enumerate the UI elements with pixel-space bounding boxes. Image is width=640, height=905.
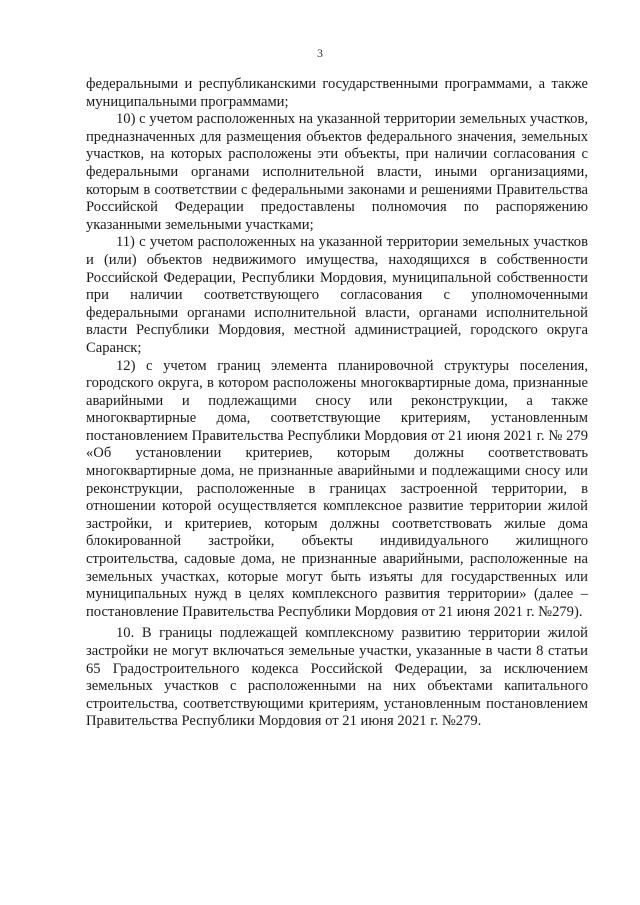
paragraph-continuation: федеральными и республиканскими государственными программами, а также муниципальными программами; — [86, 76, 588, 110]
document-body — [86, 76, 588, 731]
paragraph-item-10: 10) с учетом расположенных на указанной территории земельных участков, предназначенных для размещения объектов федерального значения, земельных участков, на которых расположены эти объекты, при наличии согласования с федеральными органами исполнительной власти, иными организациями, которым в соответствии с федеральными законами и решениями Правительства Российской Федерации предоставлены полномочия по распоряжению указанными земельными участками; — [86, 111, 588, 233]
page-number: 3 — [317, 46, 323, 60]
paragraph-item-11: 11) с учетом расположенных на указанной территории земельных участков и (или) объектов недвижимого имущества, находящихся в собственности Российской Федерации, Республики Мордовия, муниципальной собственности при наличии соответствующего согласования с уполномоченными федеральными органами исполнительной власти, органами исполнительной власти Республики Мордовия, местной администрацией, городского округа Саранск; — [86, 234, 588, 356]
paragraph-clause-10: 10. В границы подлежащей комплексному развитию территории жилой застройки не могут включаться земельные участки, указанные в части 8 статьи 65 Градостроительного кодекса Российской Федерации, за исключением земельных участков с расположенными на них объектами капитального строительства, соответствующими критериям, установленным постановлением Правительства Республики Мордовия от 21 июня 2021 г. №279. — [86, 625, 588, 730]
paragraph-item-12: 12) с учетом границ элемента планировочной структуры поселения, городского округа, в котором расположены многоквартирные дома, признанные аварийными и подлежащими сносу или реконструкции, а также многоквартирные дома, соответствующие критериям, установленным постановлением Правительства Республики Мордовия от 21 июня 2021 г. № 279 «Об установлении критериев, которым должны соответствовать многоквартирные дома, не признанные аварийными и подлежащими сносу или реконструкции, расположенные в границах застроенной территории, в отношении которой осуществляется комплексное развитие территории жилой застройки, и критериев, которым должны соответствовать жилые дома блокированной застройки, объекты индивидуального жилищного строительства, садовые дома, не признанные аварийными, расположенные на земельных участках, которые могут быть изъяты для государственных или муниципальных нужд в целях комплексного развития территории» (далее – постановление Правительства Республики Мордовия от 21 июня 2021 г. №279). — [86, 357, 588, 620]
